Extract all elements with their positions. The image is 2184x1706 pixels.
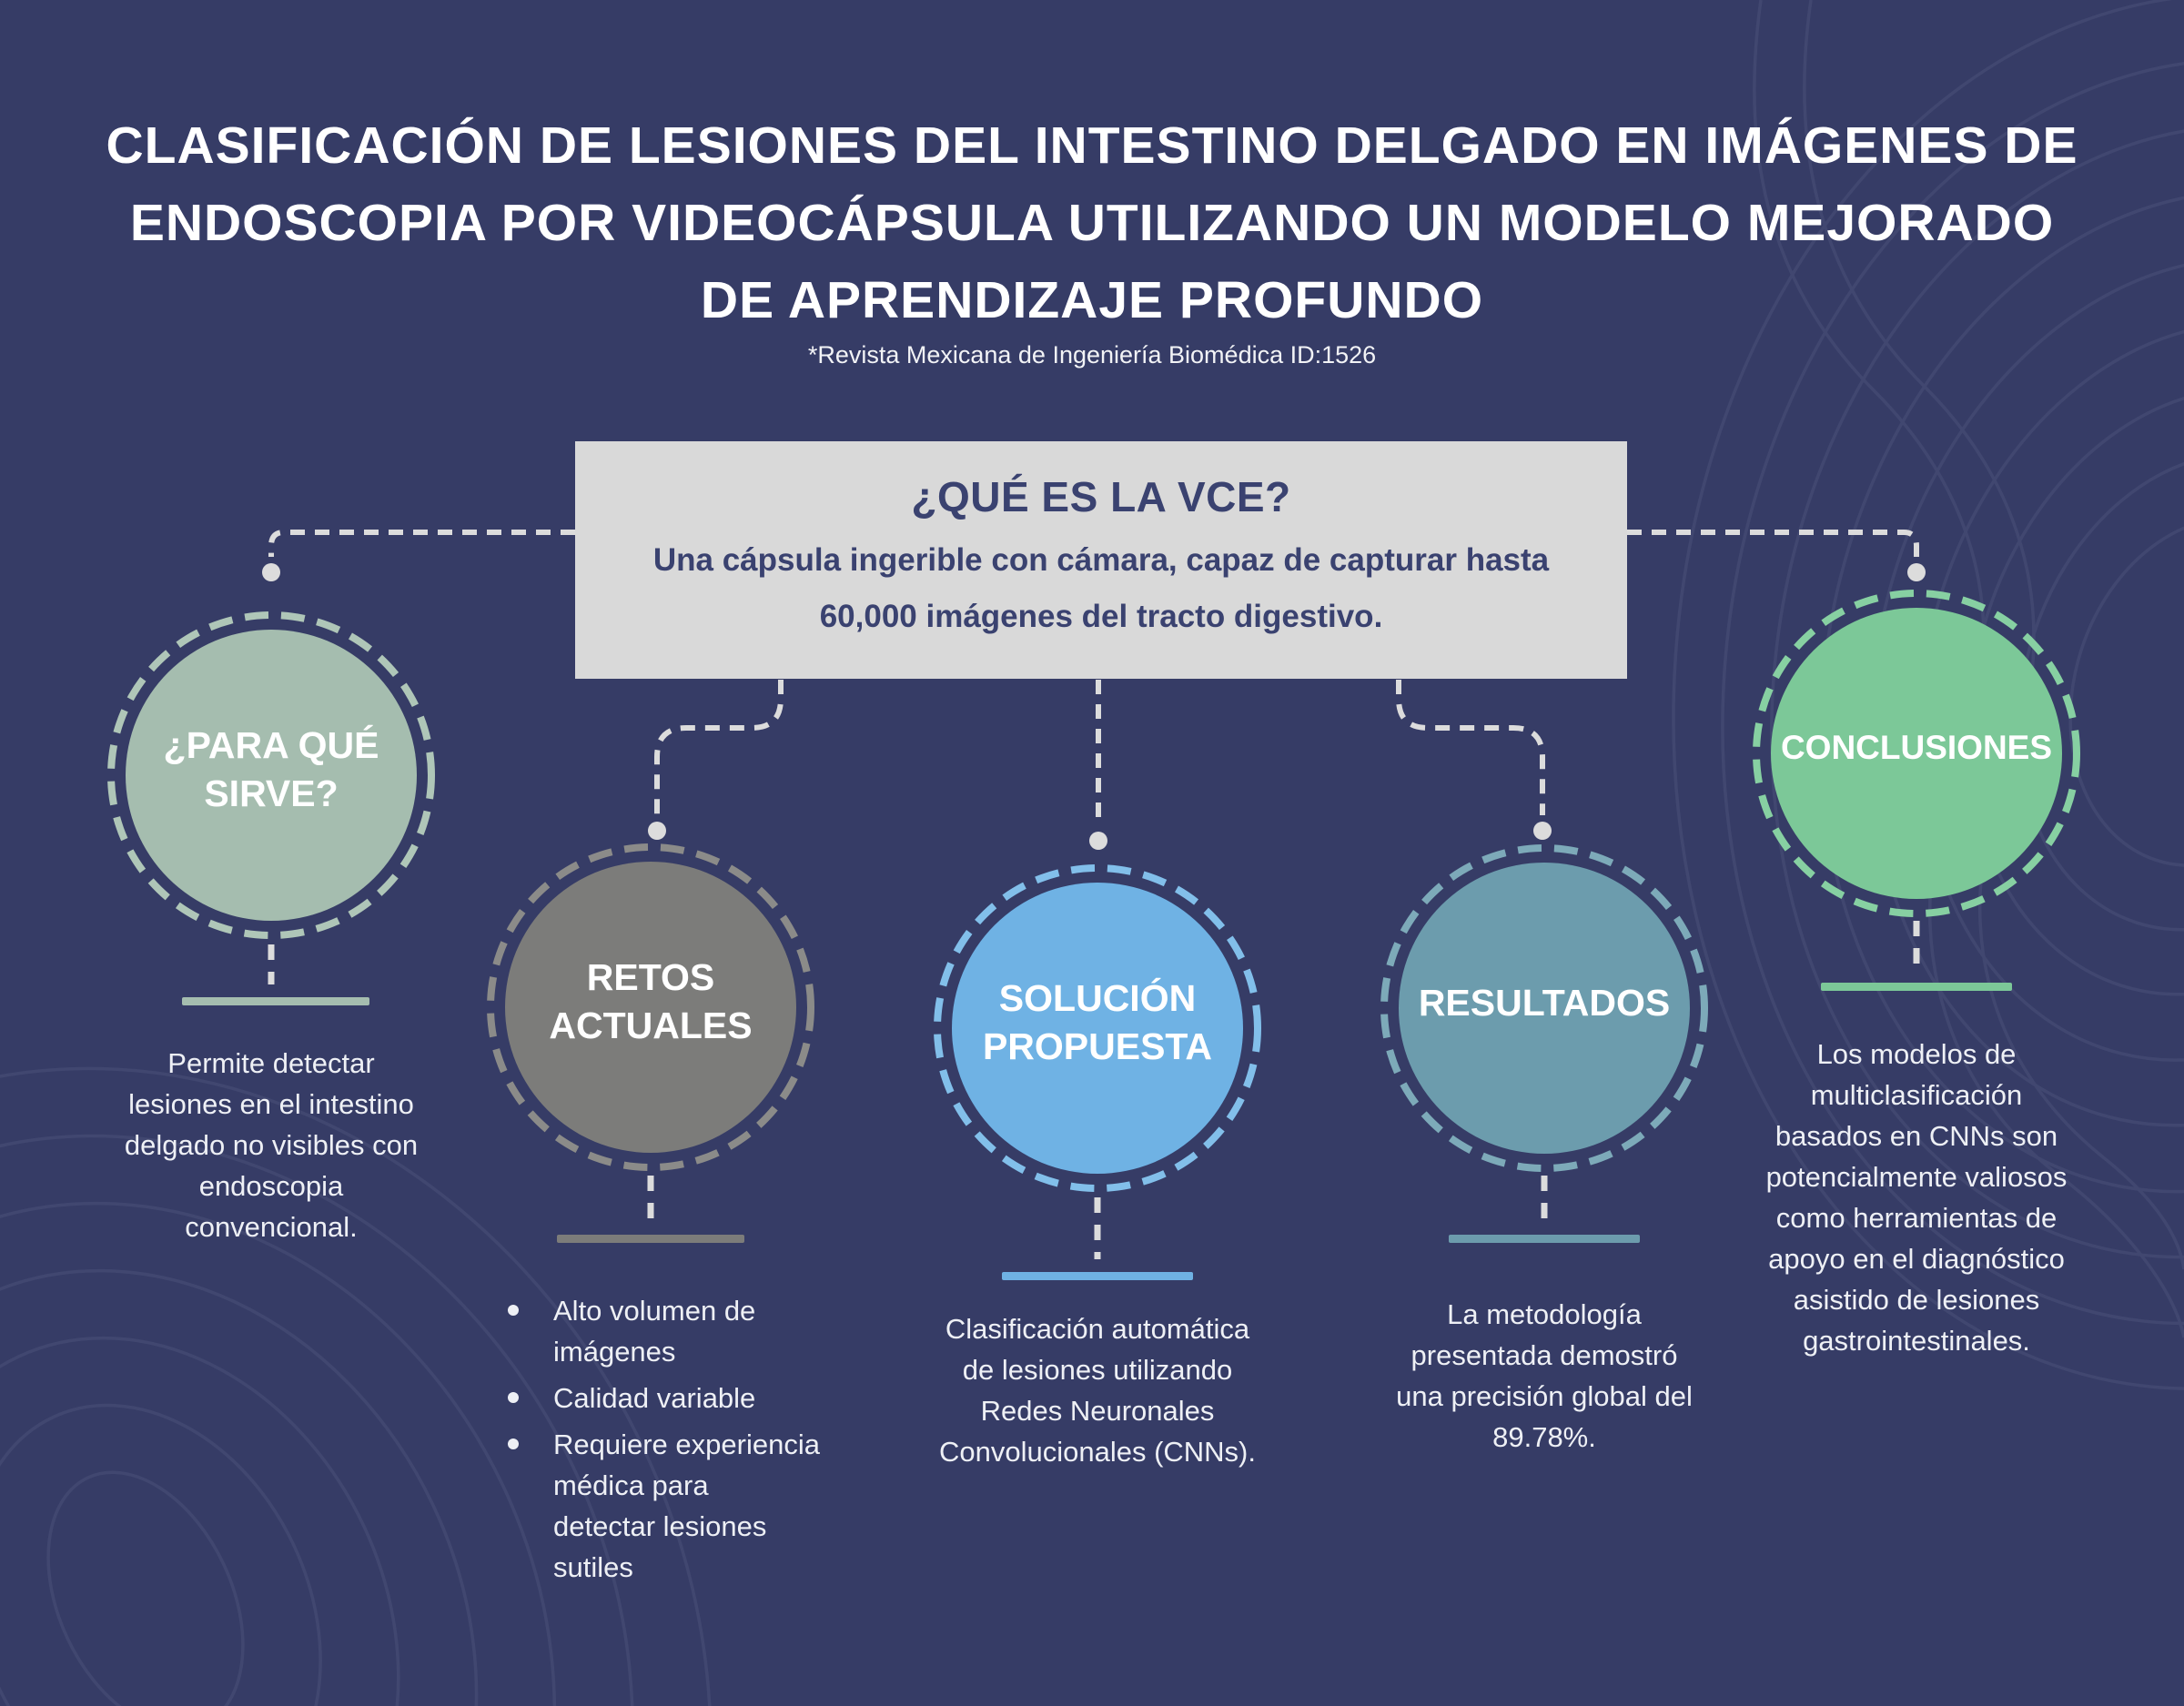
text-line: presentada demostró [1410,1339,1678,1371]
bullet-item [502,1290,866,1372]
text-line: 89.78%. [1492,1421,1596,1453]
page-title-line3: DE APRENDIZAJE PROFUNDO [700,271,1484,329]
underline-bar-para-que [182,997,369,1005]
page-title-line2: ENDOSCOPIA POR VIDEOCÁPSULA UTILIZANDO UN MODELO MEJORADO [129,194,2055,252]
node-label-resultados [1384,843,1704,1163]
text-line: una precisión global del [1396,1380,1693,1412]
text-line: Los modelos de [1816,1038,2017,1070]
text-line: como herramientas de [1775,1202,2058,1234]
underline-bar-solucion [1002,1272,1193,1280]
node-label-solucion [937,863,1258,1183]
vce-box-title: ¿QUÉ ES LA VCE? [911,473,1291,520]
text-line: Calidad variable [553,1382,756,1414]
retos-bullet-list [502,1290,866,1593]
underline-bar-resultados [1449,1235,1640,1243]
text-line: Redes Neuronales [980,1395,1215,1427]
connector-dot [1089,832,1107,850]
node-label-line: CONCLUSIONES [1780,729,2053,766]
text-line: gastrointestinales. [1803,1325,2030,1357]
para-que-description [98,1043,444,1247]
text-line: Clasificación automática [945,1313,1250,1345]
connector-dot [648,822,666,840]
node-label-line: ACTUALES [549,1004,753,1046]
page-title [0,107,2184,339]
conclusiones-description [1725,1034,2108,1361]
text-line: lesiones en el intestino [128,1088,414,1120]
vce-box-body-line2: 60,000 imágenes del tracto digestivo. [819,599,1383,634]
text-line: potencialmente valiosos [1765,1161,2068,1193]
node-label-line: SOLUCIÓN [998,977,1197,1019]
text-line: Convolucionales (CNNs). [938,1436,1256,1468]
text-line: sutiles [553,1551,633,1583]
text-line: apoyo en el diagnóstico [1768,1243,2065,1275]
text-line: multiclasificación [1810,1079,2023,1111]
node-label-line: ¿PARA QUÉ [163,724,379,766]
connector-dot [262,563,280,581]
node-label-line: PROPUESTA [982,1025,1213,1067]
solucion-description [915,1308,1279,1472]
node-label-line: SIRVE? [204,772,339,814]
text-line: detectar lesiones [553,1510,767,1542]
connector-dot [1533,822,1552,840]
vce-box-body [575,532,1627,645]
resultados-description [1362,1294,1726,1458]
page-subtitle: *Revista Mexicana de Ingeniería Biomédica ID:1526 [807,341,1377,368]
underline-bar-retos [557,1235,744,1243]
text-line: Permite detectar [167,1047,375,1079]
text-line: Alto volumen de [553,1295,756,1327]
node-label-line: RESULTADOS [1418,981,1671,1024]
connector-top-left [271,532,575,557]
connector-top-right [1627,532,1916,557]
node-label-para-que [111,610,431,930]
text-line: convencional. [185,1211,358,1243]
text-line: Requiere experiencia [553,1428,820,1460]
text-line: endoscopia [198,1170,344,1202]
text-line: médica para [553,1469,709,1501]
text-line: basados en CNNs son [1774,1120,2058,1152]
text-line: de lesiones utilizando [962,1354,1233,1386]
bullet-item [502,1424,866,1588]
connector-dot [1907,563,1926,581]
page-title-line1: CLASIFICACIÓN DE LESIONES DEL INTESTINO DELGADO EN IMÁGENES DE [106,116,2078,175]
node-label-conclusiones [1756,588,2077,908]
vce-box-body-line1: Una cápsula ingerible con cámara, capaz de capturar hasta [652,542,1550,578]
text-line: imágenes [553,1336,676,1368]
text-line: delgado no visibles con [124,1129,419,1161]
connector-bottom-left [657,680,781,815]
underline-bar-conclusiones [1821,983,2012,991]
node-label-line: RETOS [586,956,715,998]
connector-bottom-right [1399,680,1542,815]
text-line: La metodología [1447,1298,1642,1330]
node-label-retos [490,842,811,1162]
vce-definition-box [575,441,1627,679]
bullet-item [502,1378,866,1418]
text-line: asistido de lesiones [1793,1284,2040,1316]
